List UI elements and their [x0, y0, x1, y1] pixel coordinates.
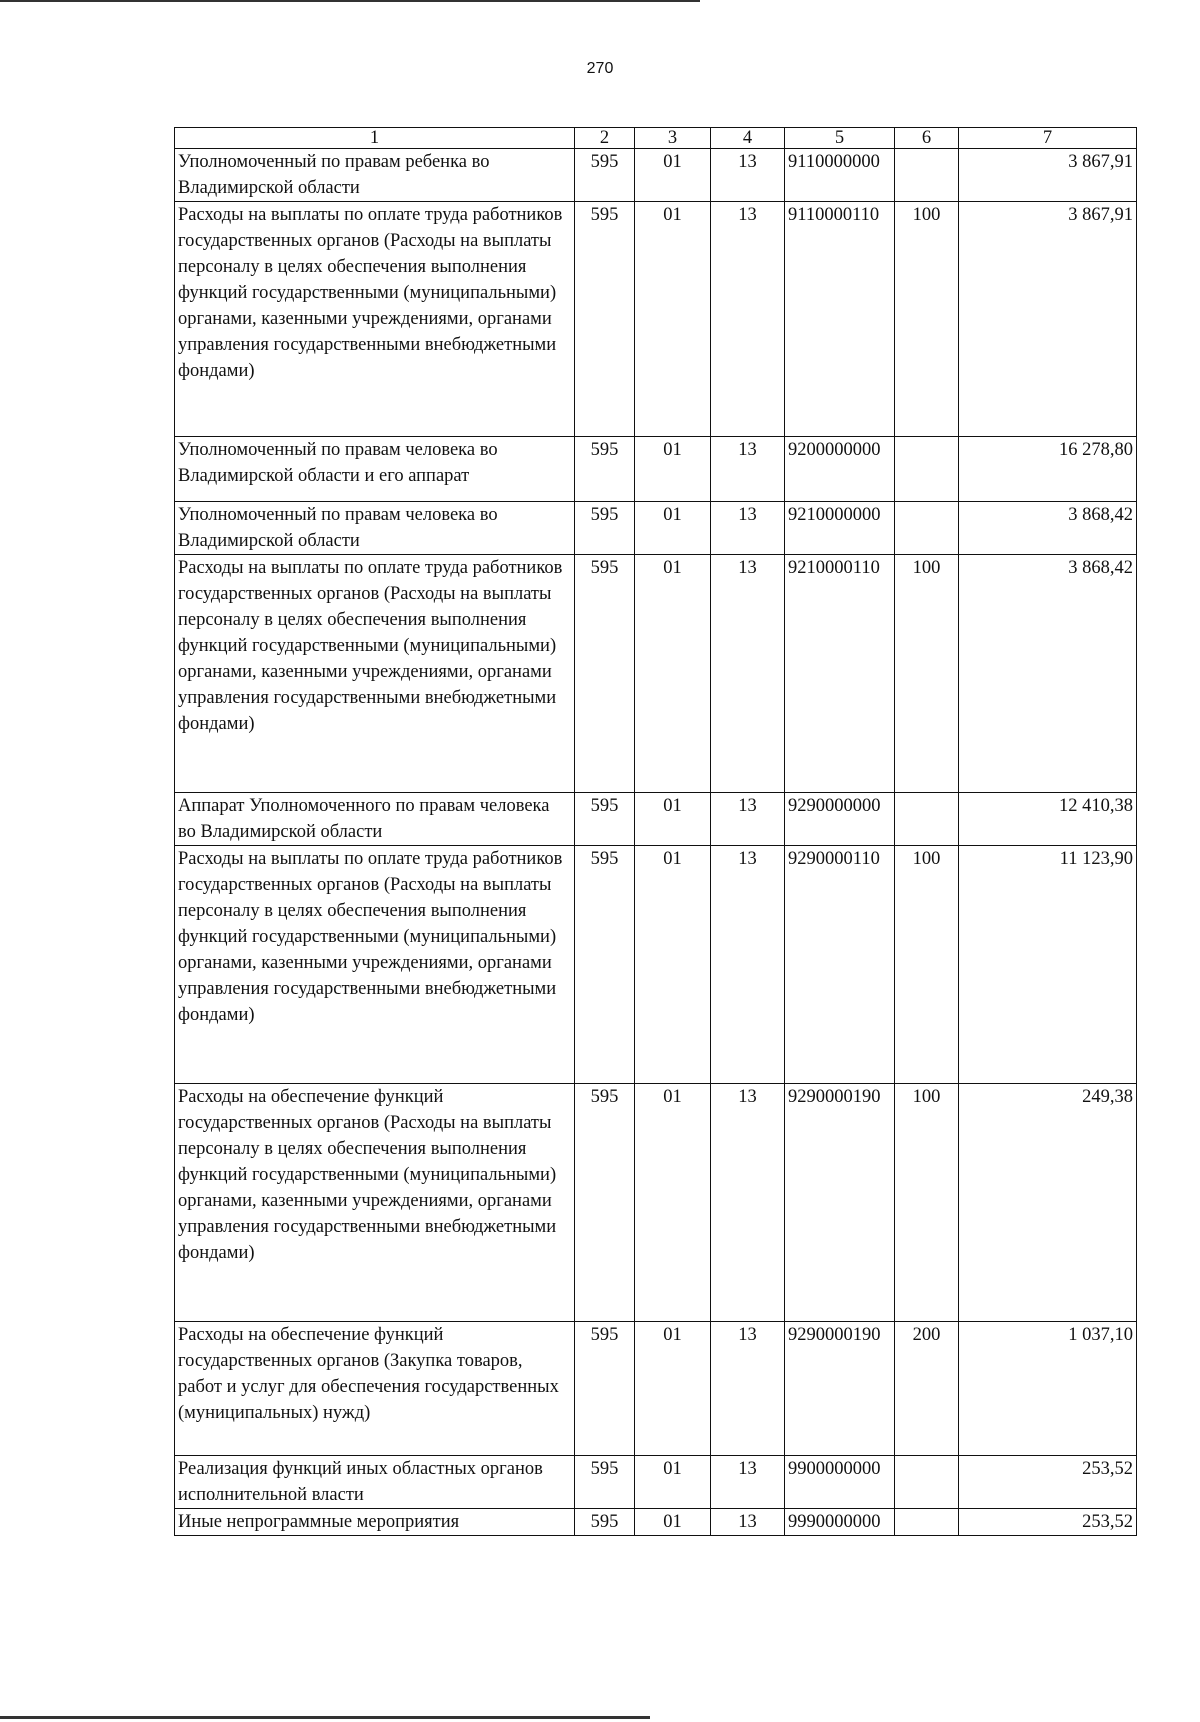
- cell-section: 01: [635, 437, 711, 502]
- row-name: Реализация функций иных областных органов исполнительной власти: [175, 1456, 575, 1509]
- cell-ministry-code: 595: [575, 202, 635, 437]
- cell-section: 01: [635, 555, 711, 793]
- cell-expense-type: 100: [895, 202, 959, 437]
- cell-target-article: 9900000000: [785, 1456, 895, 1509]
- column-header: 2: [575, 128, 635, 149]
- cell-subsection: 13: [711, 1084, 785, 1322]
- cell-amount: 12 410,38: [959, 793, 1137, 846]
- header-row: [175, 128, 1137, 149]
- cell-section: 01: [635, 793, 711, 846]
- cell-ministry-code: 595: [575, 1322, 635, 1456]
- cell-subsection: 13: [711, 555, 785, 793]
- cell-expense-type: 200: [895, 1322, 959, 1456]
- cell-section: 01: [635, 1509, 711, 1536]
- table-row: [175, 793, 1137, 846]
- cell-amount: 3 867,91: [959, 202, 1137, 437]
- column-header: 7: [959, 128, 1137, 149]
- cell-amount: 11 123,90: [959, 846, 1137, 1084]
- row-name: Расходы на выплаты по оплате труда работников государственных органов (Расходы на выплаты персоналу в целях обеспечения выполнения функций государственными (муниципальными) органами, казенными учреждениями, органами управления государственными внебюджетными фондами): [175, 555, 575, 793]
- cell-ministry-code: 595: [575, 793, 635, 846]
- table-row: [175, 202, 1137, 437]
- cell-amount: 253,52: [959, 1456, 1137, 1509]
- cell-target-article: 9200000000: [785, 437, 895, 502]
- cell-subsection: 13: [711, 502, 785, 555]
- cell-section: 01: [635, 502, 711, 555]
- cell-amount: 3 868,42: [959, 502, 1137, 555]
- budget-table: [174, 127, 1137, 1536]
- cell-section: 01: [635, 1322, 711, 1456]
- cell-ministry-code: 595: [575, 149, 635, 202]
- column-header: 3: [635, 128, 711, 149]
- table-row: [175, 1084, 1137, 1322]
- cell-expense-type: 100: [895, 846, 959, 1084]
- cell-target-article: 9110000110: [785, 202, 895, 437]
- table-row: [175, 502, 1137, 555]
- column-header: 5: [785, 128, 895, 149]
- cell-section: 01: [635, 846, 711, 1084]
- row-name: Уполномоченный по правам ребенка во Владимирской области: [175, 149, 575, 202]
- row-name: Иные непрограммные мероприятия: [175, 1509, 575, 1536]
- row-name: Уполномоченный по правам человека во Владимирской области и его аппарат: [175, 437, 575, 502]
- cell-amount: 1 037,10: [959, 1322, 1137, 1456]
- column-header: 6: [895, 128, 959, 149]
- row-name: Расходы на выплаты по оплате труда работников государственных органов (Расходы на выплаты персоналу в целях обеспечения выполнения функций государственными (муниципальными) органами, казенными учреждениями, органами управления государственными внебюджетными фондами): [175, 846, 575, 1084]
- row-name: Расходы на выплаты по оплате труда работников государственных органов (Расходы на выплаты персоналу в целях обеспечения выполнения функций государственными (муниципальными) органами, казенными учреждениями, органами управления государственными внебюджетными фондами): [175, 202, 575, 437]
- table-row: [175, 1322, 1137, 1456]
- cell-target-article: 9990000000: [785, 1509, 895, 1536]
- cell-ministry-code: 595: [575, 437, 635, 502]
- cell-expense-type: [895, 149, 959, 202]
- cell-target-article: 9290000190: [785, 1084, 895, 1322]
- row-name: Уполномоченный по правам человека во Владимирской области: [175, 502, 575, 555]
- table-row: [175, 846, 1137, 1084]
- row-name: Расходы на обеспечение функций государственных органов (Расходы на выплаты персоналу в целях обеспечения выполнения функций государственными (муниципальными) органами, казенными учреждениями, органами управления государственными внебюджетными фондами): [175, 1084, 575, 1322]
- table-row: [175, 149, 1137, 202]
- cell-target-article: 9290000190: [785, 1322, 895, 1456]
- cell-ministry-code: 595: [575, 555, 635, 793]
- cell-ministry-code: 595: [575, 1084, 635, 1322]
- cell-amount: 3 868,42: [959, 555, 1137, 793]
- page-number: 270: [586, 60, 614, 77]
- cell-target-article: 9210000110: [785, 555, 895, 793]
- cell-amount: 253,52: [959, 1509, 1137, 1536]
- column-header: 1: [175, 128, 575, 149]
- cell-subsection: 13: [711, 1456, 785, 1509]
- cell-expense-type: [895, 1509, 959, 1536]
- cell-expense-type: [895, 793, 959, 846]
- cell-subsection: 13: [711, 149, 785, 202]
- cell-amount: 3 867,91: [959, 149, 1137, 202]
- cell-ministry-code: 595: [575, 846, 635, 1084]
- cell-section: 01: [635, 1456, 711, 1509]
- table-row: [175, 555, 1137, 793]
- scan-edge-bottom: [0, 1716, 650, 1719]
- cell-expense-type: [895, 437, 959, 502]
- cell-subsection: 13: [711, 793, 785, 846]
- cell-target-article: 9210000000: [785, 502, 895, 555]
- table-row: [175, 1509, 1137, 1536]
- cell-subsection: 13: [711, 846, 785, 1084]
- scan-edge-top: [0, 0, 700, 2]
- cell-target-article: 9290000000: [785, 793, 895, 846]
- cell-expense-type: [895, 1456, 959, 1509]
- cell-amount: 16 278,80: [959, 437, 1137, 502]
- cell-section: 01: [635, 202, 711, 437]
- row-name: Аппарат Уполномоченного по правам человека во Владимирской области: [175, 793, 575, 846]
- column-header: 4: [711, 128, 785, 149]
- cell-ministry-code: 595: [575, 502, 635, 555]
- cell-expense-type: [895, 502, 959, 555]
- cell-expense-type: 100: [895, 555, 959, 793]
- row-name: Расходы на обеспечение функций государственных органов (Закупка товаров, работ и услуг для обеспечения государственных (муниципальных) нужд): [175, 1322, 575, 1456]
- cell-subsection: 13: [711, 437, 785, 502]
- cell-ministry-code: 595: [575, 1509, 635, 1536]
- table-row: [175, 1456, 1137, 1509]
- cell-subsection: 13: [711, 1322, 785, 1456]
- cell-expense-type: 100: [895, 1084, 959, 1322]
- table-row: [175, 437, 1137, 502]
- cell-ministry-code: 595: [575, 1456, 635, 1509]
- cell-amount: 249,38: [959, 1084, 1137, 1322]
- cell-section: 01: [635, 149, 711, 202]
- cell-target-article: 9110000000: [785, 149, 895, 202]
- cell-target-article: 9290000110: [785, 846, 895, 1084]
- cell-subsection: 13: [711, 202, 785, 437]
- cell-section: 01: [635, 1084, 711, 1322]
- cell-subsection: 13: [711, 1509, 785, 1536]
